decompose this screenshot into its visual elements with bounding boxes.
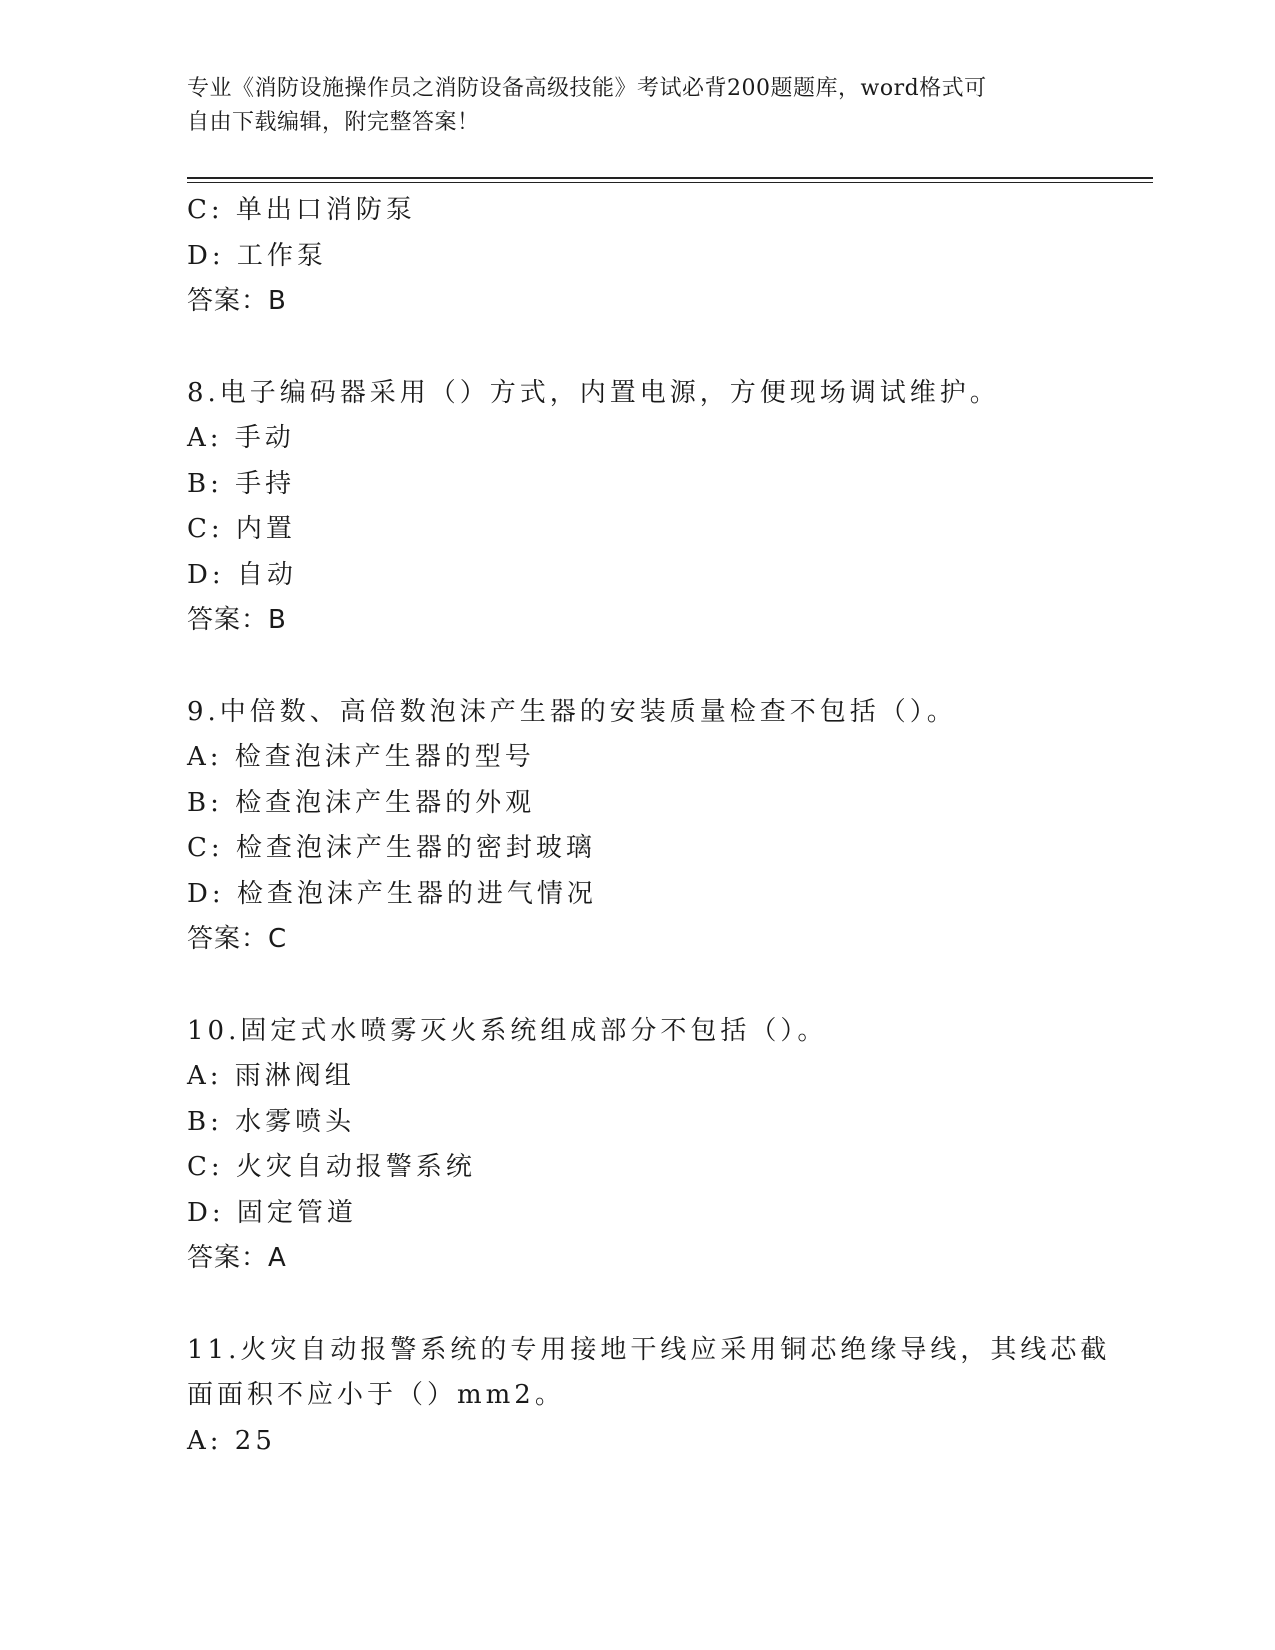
question-11 (187, 1328, 1111, 1465)
spacer (187, 325, 1087, 371)
answer-line: 答案：A (187, 1243, 287, 1273)
question-stem: 8.电子编码器采用（）方式，内置电源，方便现场调试维护。 (187, 377, 1000, 408)
header-line-1: 专业《消防设施操作员之消防设备高级技能》考试必背200题题库，word格式可 (187, 76, 987, 101)
header-divider-thick (187, 177, 1153, 179)
option-c: C: 检查泡沫产生器的密封玻璃 (187, 833, 596, 863)
spacer (187, 644, 1087, 690)
question-stem: 9.中倍数、高倍数泡沫产生器的安装质量检查不包括（）。 (187, 696, 957, 727)
option-d: D: 固定管道 (187, 1197, 357, 1228)
question-9 (187, 690, 1087, 963)
option-d: D: 自动 (187, 559, 297, 590)
header-line-2: 自由下载编辑，附完整答案！ (187, 110, 480, 135)
option-c: C: 内置 (187, 514, 296, 544)
option-a: A: 检查泡沫产生器的型号 (187, 742, 535, 772)
answer-line: 答案：B (187, 286, 287, 316)
option-b: B: 手持 (187, 468, 296, 499)
question-10 (187, 1009, 1087, 1282)
answer-line: 答案：B (187, 605, 287, 635)
option-a: A: 25 (187, 1425, 276, 1456)
option-d: D: 检查泡沫产生器的进气情况 (187, 878, 597, 909)
question-stem: 10.固定式水喷雾灭火系统组成部分不包括（）。 (187, 1015, 828, 1046)
question-stem-line-2: 面面积不应小于（）mm2。 (187, 1380, 565, 1410)
header-divider-thin (187, 182, 1153, 183)
option-c: C: 单出口消防泵 (187, 195, 416, 225)
question-list (187, 188, 1111, 1464)
answer-line: 答案：C (187, 924, 288, 954)
question-7-tail (187, 188, 1087, 325)
option-c: C: 火灾自动报警系统 (187, 1152, 476, 1182)
question-stem-line-1: 11.火灾自动报警系统的专用接地干线应采用铜芯绝缘导线，其线芯截 (187, 1334, 1111, 1365)
document-header (187, 72, 1067, 140)
spacer (187, 1282, 1087, 1328)
option-a: A: 雨淋阀组 (187, 1061, 355, 1091)
option-d: D: 工作泵 (187, 240, 327, 271)
question-8 (187, 371, 1087, 644)
option-a: A: 手动 (187, 423, 295, 453)
option-b: B: 水雾喷头 (187, 1106, 356, 1137)
option-b: B: 检查泡沫产生器的外观 (187, 787, 536, 818)
spacer (187, 963, 1087, 1009)
